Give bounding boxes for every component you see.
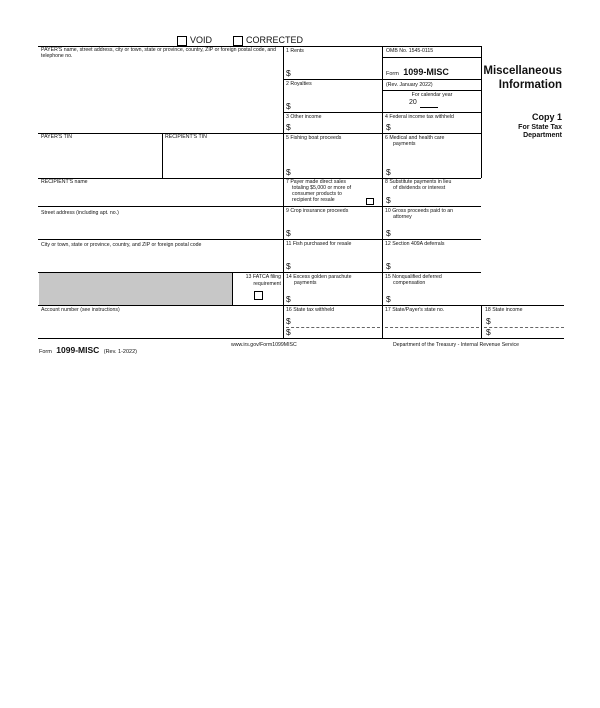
copy-sub-1: For State Tax [518, 124, 562, 131]
box17-label: 17 State/Payer's state no. [385, 307, 445, 313]
box1-dollar: $ [286, 68, 291, 78]
box7-label-4: recipient for resale [292, 197, 335, 203]
box12-label: 12 Section 409A deferrals [385, 241, 445, 247]
box2-label: 2 Royalties [286, 81, 312, 87]
box10-label-1: 10 Gross proceeds paid to an [385, 208, 454, 214]
recipient-name-label: RECIPIENT'S name [41, 179, 88, 185]
box8-label-2: of dividends or interest [393, 185, 446, 191]
void-label: VOID [190, 35, 213, 45]
fatca-label-1: 13 FATCA filing [245, 274, 281, 280]
year-underline [420, 107, 438, 108]
box3-dollar: $ [286, 122, 291, 132]
footer-form-id [39, 340, 137, 358]
void-checkbox[interactable] [177, 36, 187, 46]
box7-label-2: totaling $5,000 or more of [292, 185, 352, 191]
box5-label: 5 Fishing boat proceeds [286, 135, 342, 141]
box6-label-2: payments [393, 141, 416, 147]
row-line-b14 [283, 272, 481, 273]
tin-divider [162, 133, 163, 178]
rev-date: (Rev. January 2022) [386, 82, 433, 88]
corrected-label: CORRECTED [246, 35, 304, 45]
omb-line-1 [382, 57, 481, 58]
row-line-city [38, 239, 283, 240]
row-line-account [38, 305, 564, 306]
box2-dollar: $ [286, 101, 291, 111]
box12-dollar: $ [386, 261, 391, 271]
form-prefix: Form [386, 71, 399, 77]
recipient-tin-label: RECIPIENT'S TIN [165, 134, 207, 140]
box8-dollar: $ [386, 195, 391, 205]
form-title-line2: Information [498, 79, 562, 91]
omb-line-3 [382, 90, 481, 91]
box3-label: 3 Other income [286, 114, 322, 120]
year-prefix: 20 [409, 99, 417, 106]
account-number-label: Account number (see instructions) [41, 307, 120, 313]
box11-label: 11 Fish purchased for resale [286, 241, 352, 247]
state-dash-16 [286, 327, 380, 328]
box15-label-2: compensation [393, 280, 426, 286]
street-address-label: Street address (including apt. no.) [41, 210, 119, 216]
box11-dollar: $ [286, 261, 291, 271]
box10-label-2: attorney [393, 214, 412, 220]
fatca-label-2: requirement [253, 281, 281, 287]
form-name: 1099-MISC [403, 67, 449, 77]
row-line-street [38, 206, 283, 207]
box16-label: 16 State tax withheld [286, 307, 335, 313]
row-line-b9 [283, 206, 481, 207]
payer-tin-label: PAYER'S TIN [41, 134, 72, 140]
box10-dollar: $ [386, 228, 391, 238]
fatca-checkbox[interactable] [254, 291, 263, 300]
box14-label-2: payments [294, 280, 317, 286]
box15-label-1: 15 Nonqualified deferred [385, 274, 442, 280]
omb-number: OMB No. 1545-0115 [386, 48, 434, 54]
row-line-payer-tin [38, 133, 283, 134]
state-dash-17 [385, 327, 479, 328]
col-divider-right-lower [481, 305, 482, 338]
box6-label-1: 6 Medical and health care [385, 135, 445, 141]
box1-label: 1 Rents [286, 48, 304, 54]
box14-label-1: 14 Excess golden parachute [286, 274, 352, 280]
box8-label-1: 8 Substitute payments in lieu [385, 179, 452, 185]
state-dash-18 [484, 327, 564, 328]
row-line-b11 [283, 239, 481, 240]
box14-dollar: $ [286, 294, 291, 304]
footer-dept: Department of the Treasury - Internal Revenue Service [393, 342, 520, 348]
box18-dollar-2: $ [486, 327, 491, 337]
form-bottom-border [38, 338, 564, 339]
row-line-b3 [283, 112, 481, 113]
box7-label-1: 7 Payer made direct sales [286, 179, 346, 185]
corrected-checkbox[interactable] [233, 36, 243, 46]
box4-label: 4 Federal income tax withheld [385, 114, 454, 120]
box16-dollar-1: $ [286, 316, 291, 326]
row-line-b2 [283, 79, 382, 80]
col-divider-payer [283, 46, 284, 338]
footer-rev: (Rev. 1-2022) [103, 349, 137, 355]
shaded-area [39, 273, 232, 305]
box6-dollar: $ [386, 167, 391, 177]
calendar-year-label: For calendar year [411, 92, 453, 98]
box7-checkbox[interactable] [366, 198, 374, 205]
form-id [386, 62, 449, 80]
city-label: City or town, state or province, country, and ZIP or foreign postal code [41, 242, 202, 248]
footer-url: www.irs.gov/Form1099MISC [231, 342, 297, 348]
copy-title: Copy 1 [531, 112, 562, 122]
box15-dollar: $ [386, 294, 391, 304]
copy-sub-2: Department [523, 132, 562, 139]
box18-label: 18 State income [485, 307, 523, 313]
box5-dollar: $ [286, 167, 291, 177]
box7-label-3: consumer products to [292, 191, 342, 197]
box4-dollar: $ [386, 122, 391, 132]
footer-form-name: 1099-MISC [56, 345, 100, 355]
footer-form-prefix: Form [39, 349, 52, 355]
box16-dollar-2: $ [286, 327, 291, 337]
box18-dollar-1: $ [486, 316, 491, 326]
row-line-b5 [283, 133, 481, 134]
form-title-line1: Miscellaneous [483, 65, 562, 77]
box9-dollar: $ [286, 228, 291, 238]
box9-label: 9 Crop insurance proceeds [286, 208, 349, 214]
payer-name-label: PAYER'S name, street address, city or town, state or province, country, ZIP or foreign postal code, and telephone no. [41, 47, 277, 60]
